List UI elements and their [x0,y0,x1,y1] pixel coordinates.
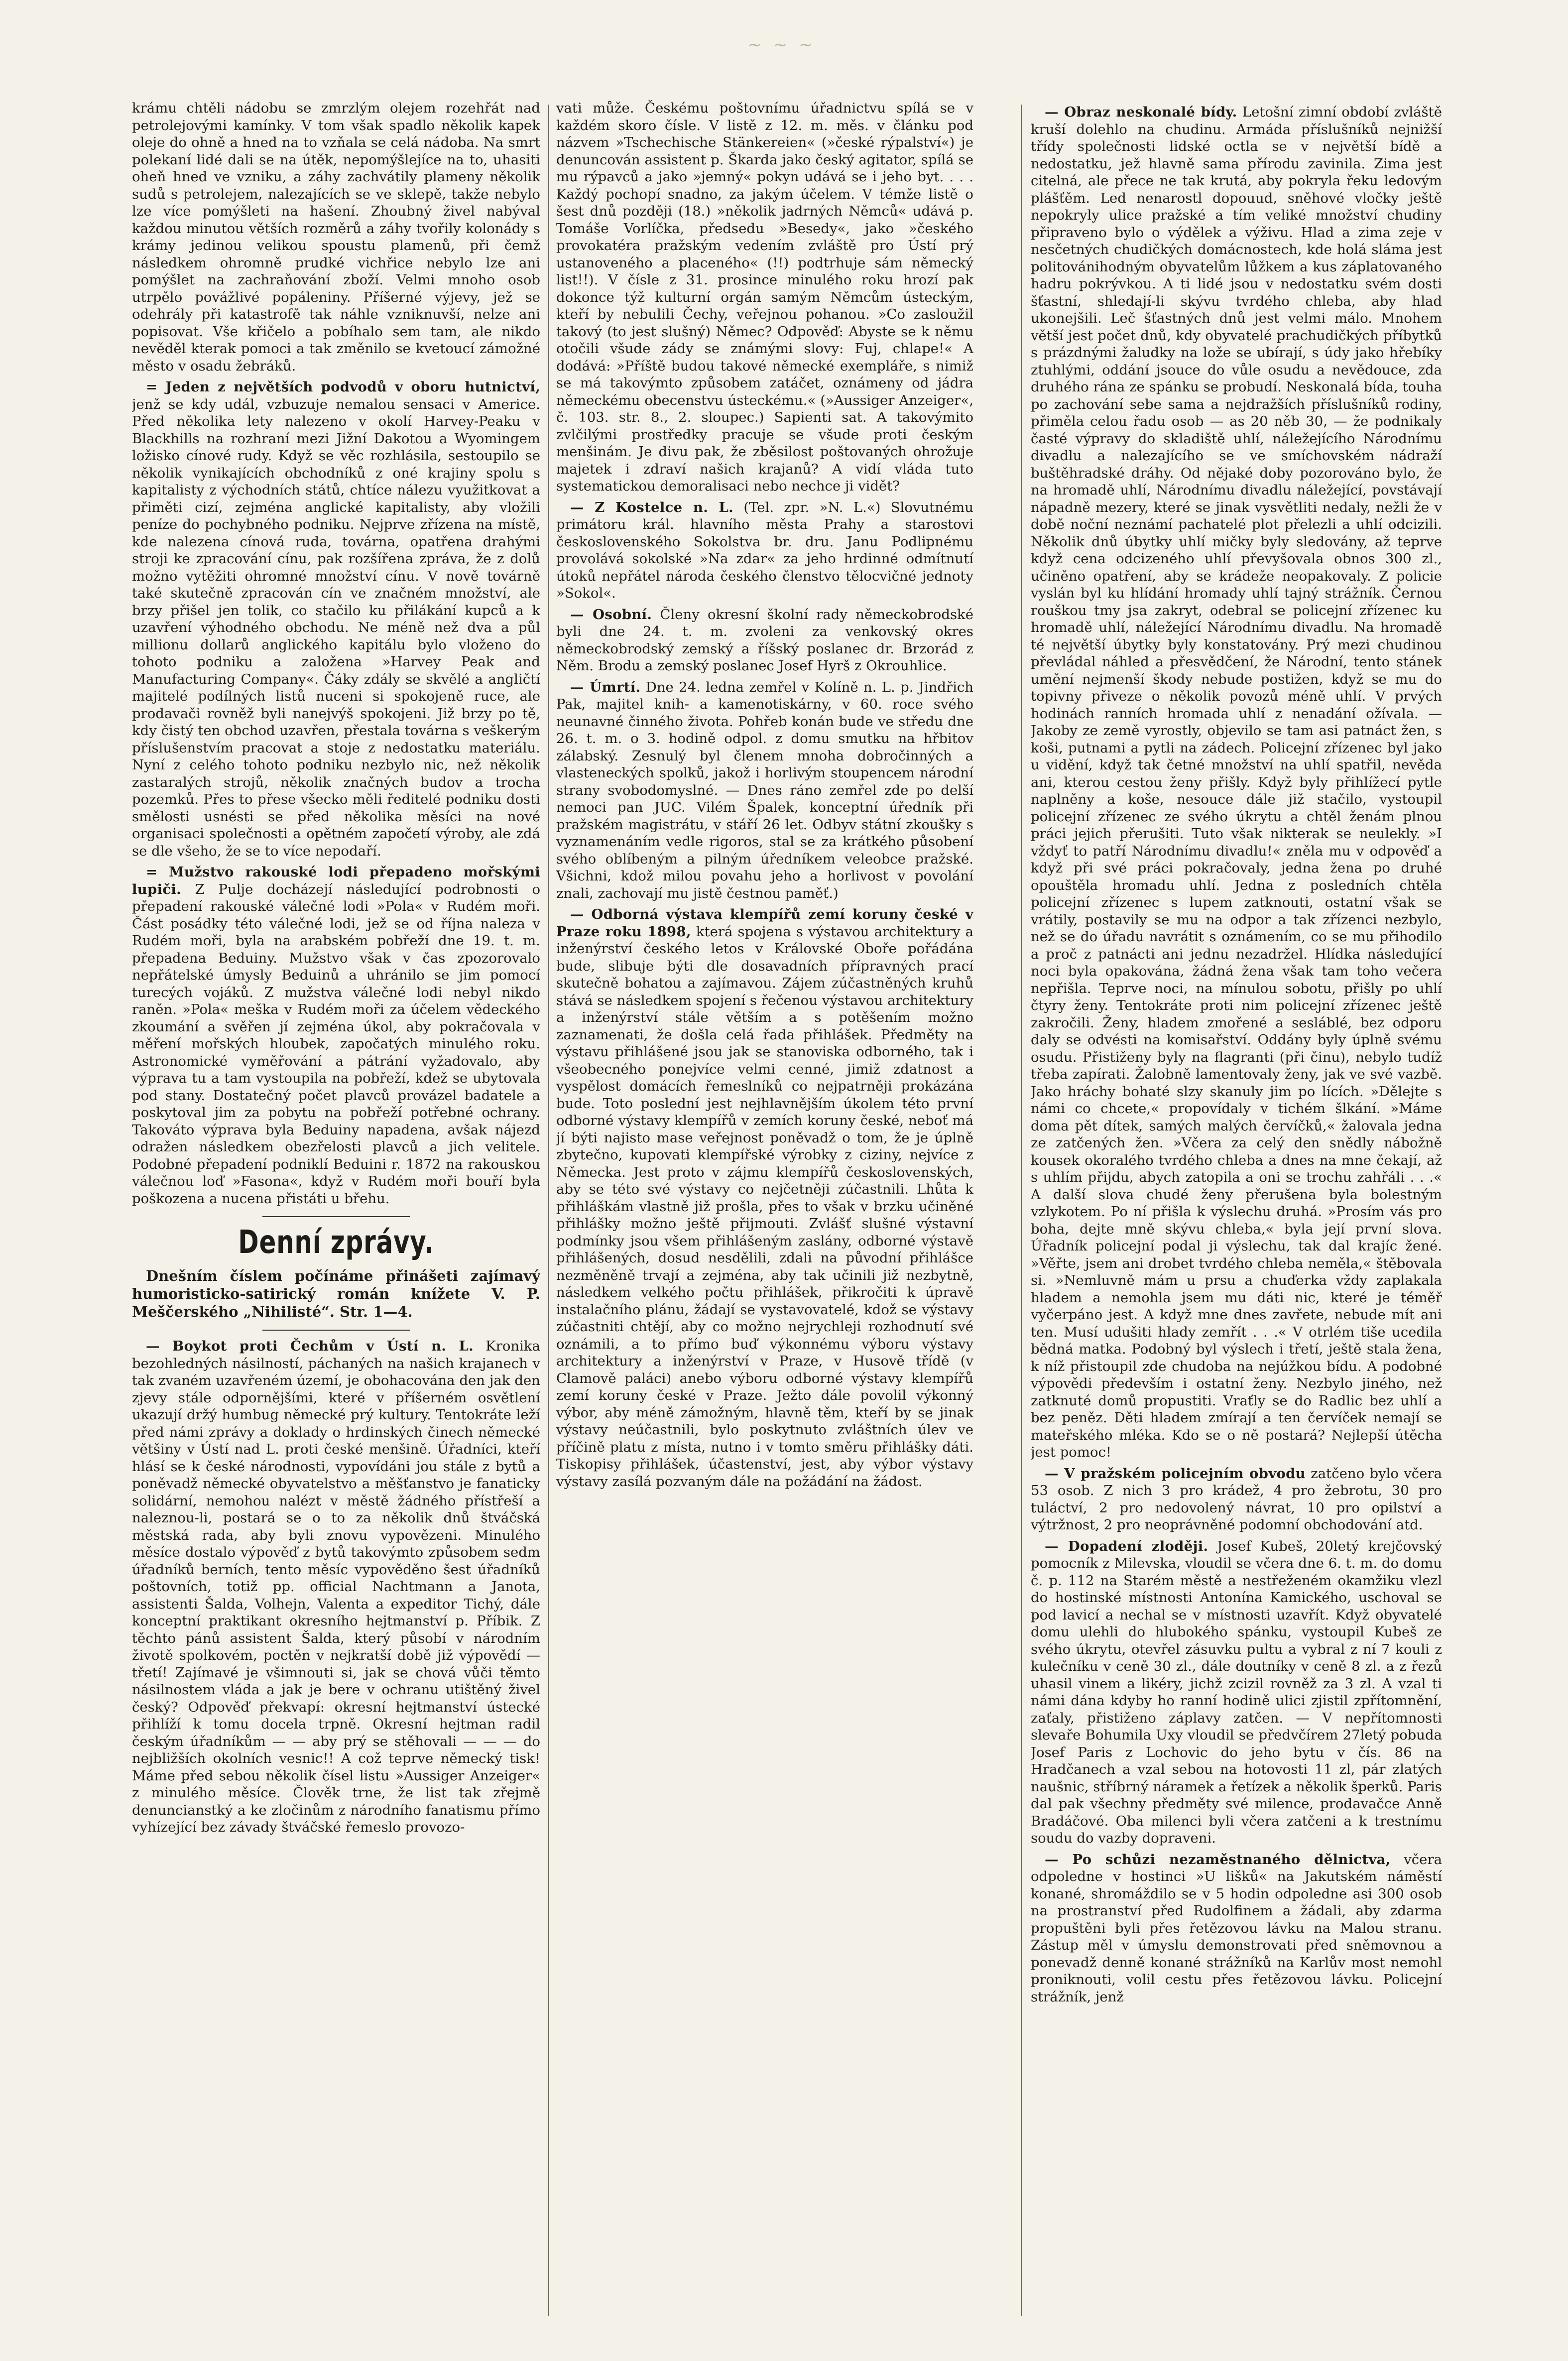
column-rule-2 [1021,105,1022,2316]
column-left [132,100,540,2341]
article-body: (Tel. zpr. »N. L.«) Slovutnému primátoru král. hlavního města Prahy a starostovi československého Sokolstva br. dru. Janu Podlipnému provolává sokolské »Na zdar« za jeho hrdinné odmítnutí útoků nepřátel národa českého členstvo tělocvičné jednoty »Sokol«. [556,499,973,601]
article-body: zatčeno bylo včera 53 osob. Z nich 3 pro krádež, 4 pro žebrotu, 30 pro tuláctví, 2 pro nedovolený návrat, 10 pro opilství a výtržnost, 2 pro neoprávněné podomní obchodování atd. [1031,1465,1442,1533]
article-thieves [1031,1538,1442,1847]
faded-header-mark: ~ ~ ~ [747,35,816,55]
article-body: která spojena s výstavou architektury a inženýrství českého letos v Královské Oboře pořádána bude, slibuje býti dle dosavadních přípravných prací skutečně bohatou a zajímavou. Zájem zúčastněných kruhů stává se následkem spojení s řečenou výstavou architektury a inženýrství stále větším a s potěšením možno zaznamenati, že došla celá řada přihlášek. Předměty na výstavu přihlášené jsou jak se stanoviska odborného, tak i všeobecného ponejvíce velmi cenné, jimiž zdatnost a vyspělost domácích řemeslníků co nejpatrněji prokázána bude. Toto poslední jest nejhlavnějším úkolem této první odborné výstavy klempířů v zemích koruny české, neboť má jí býti najisto mase veřejnost poněvadž o tom, že je úplně zbytečno, kupovati klempířské výrobky z ciziny, nejvíce z Německa. Jest proto v zájmu klempířů československých, aby se této své výstavy co nejčetněji zúčastnili. Lhůta k přihláškám vlastně již prošla, přes to však v brzku učiněné přihlášky možno ještě přijmouti. Zvlášť slušné výstavní podmínky jsou všem přihlášeným zaslány, odborné výstavě přihlášených, dosud nesdělili, zdali na původní přihlášce nezměněně trvají a zejména, aby tak učinili již nezbytně, následkem velkého počtu přihlášek, přikročiti k úpravě instalačního plánu, žádají se vystavovatelé, kdož se výstavy zúčastniti chtějí, aby co možno nejrychleji rozhodnutí své oznámili, a to přímo buď výkonnému výboru výstavy architektury a inženýrství v Praze, v Husově třídě (v Clamově paláci) anebo výboru odborné výstavy klempířů zemí koruny české v Praze. Ježto dále povolil výkonný výbor, aby méně zámožným, hlavně těm, kteří by se jinak výstavy neúčastnili, bylo poskytnuto zvláštních úlev ve příčině platu z místa, nutno i v tomto směru přihlášky dáti. Tiskopisy přihlášek, účastenství, jest, aby výbor výstavy výstavy zasílá pozvaným dále na požádání na žádost. [556,923,973,1490]
article-continuation-fire: krámu chtěli nádobu se zmrzlým olejem rozehřát nad petrolejovými kamínky. V tom však spadlo několik kapek oleje do ohně a hned na to vzňala se celá nádoba. Na smrt polekaní lidé dali se na útěk, nepomýšlejíce na to, uhasiti oheň hned ve vzniku, a záhy zachvátily plameny několik sudů s petrolejem, nalezajících se ve sklepě, takže nebylo lze více pomýšleti na hašení. Zhoubný živel nabýval každou minutou větších rozměrů a záhy tvořily kolonády s krámy jedinou velikou spoustu plamenů, při čemž následkem ohromně prudké vichřice nebylo lze ani pomýšlet na zachraňování zboží. Velmi mnoho osob utrpělo povážlivé popáleniny. Příšerné výjevy, jež se odehrály při katastrofě tak náhle vzniknuvší, nelze ani popisovat. Vše křičelo a pobíhalo sem tam, ale nikdo nevěděl kterak pomoci a tak změnilo se kvetoucí zámožné město v osadu žebráků. [132,100,540,374]
article-heading: — Boykot proti Čechům v Ústí n. L. [146,1338,474,1354]
article-body: Kronika bezohledných násilností, páchaných na našich krajanech v tak zvaném uzavřeném území, je obohacována den jak den zjevy stále odpornějšími, které v příšerném osvětlení ukazují držý humbug německé prý kultury. Tentokráte leží před námi zprávy a doklady o hrdinských činech německé většiny v Ústí nad L. proti české menšině. Úřadníci, kteří hlásí se k české národnosti, vypovídáni jou stále z bytů a poněvadž německé obyvatelstvo a měšťanstvo je fanaticky solidární, nemohou nalézt v městě žádného přístřeší a naleznou-li, postará se o to za několik dnů štváčská městská rada, aby byli znovu vypovězeni. Minulého měsíce dostalo výpověď z bytů takovýmto způsobem sedm úřadníků berních, tento měsíc vypověděno šest úřadníků poštovních, totiž pp. official Nachtmann a Janota, assistenti Šalda, Volhejn, Valenta a expeditor Tichý, dále konceptní praktikant okresního hejtmanství p. Příbik. Z těchto pánů assistent Šalda, který působí v národním životě spolkovém, poctěn v nejkratší době již výpovědí — třetí! Zajímavé je všimnouti si, jak se chová vůči těmto násilnostem vláda a jak je bere v ochranu utištěný živel český? Odpověď překvapí: okresní hejtmanství ústecké přihlíží k tomu docela trpně. Okresní hejtman radil českým úřadníkům — — aby prý se stěhovali — — — do nejbližších okolních vesnic!! A což teprve německý tisk! Máme před sebou několik čísel listu »Aussiger Anzeiger« z minulého měsíce. Člověk trne, že list tak zřejmě denuncianstký a ke zločinům z národního fanatismu přímo vyhízející bez závady štváčské řemeslo provozo- [132,1338,540,1835]
article-heading: = Jeden z největších podvodů v oboru hutnictví, [146,379,540,395]
article-personal [556,606,973,675]
article-tin-fraud [132,378,540,860]
article-body: Letošní zimní období zvláště kruší dolehlo na chudinu. Armáda příslušníků nejnižší třídy společnosti lidské octla se v největší bídě a nedostatku, jež hlavně sama přírodu zavinila. Zima jest citelná, ale přece ne tak krutá, aby pokryla řeku ledovým plášťěm. Led nenarostl dopouud, sněhové vločky ještě nepokryly ulice pražské a tím veliké množství chudiny připraveno bylo o výdělek a výživu. Hlad a zima zeje v nesčetných chudičkých domácnostech, kde holá sláma jest politovánihodným obyvatelům lůžkem a kus záplatovaného hadru pokrývkou. A ti lidé jsou v nedostatku svém dosti šťastní, shledají-li skývu tvrdého chleba, aby hlad ukonejšili. Leč šťastných dnů jest velmi málo. Mnohem větší jest počet dnů, kdy obyvatelé prachudičkých příbytků s prázdnými žaludky na lože se ubírají, s údy jako hřebíky ztuhlými, oddání jsouce do vůle osudu a nevědouce, zda druhého rána ze spánku se probudí. Neskonalá bída, touha po zachování sebe sama a nejdražších příslušníků rodiny, přiměla celou řadu osob — as 20 něb 30, — že podnikaly časté výpravy do skladiště uhlí, náležejícího Národnímu divadlu a nalezajícího se ve smíchovském nádraží buštěhradské dráhy. Od nějaké doby pozorováno bylo, že na hromadě uhlí, Národnímu divadlu náležející, povstávají nápadně mezery, které se jinak vysvětliti nedaly, nežli že v době noční neznámí pachatelé plot přelezli a uhlí odcizili. Několik dnů úbytky uhlí mičky byly sledovány, až teprve když cena odcizeného uhlí převyšovala obnos 300 zl., učiněno opatření, aby se krádeže neopakovaly. Z policie vyslán byl ku hlídání hromady uhlí tajný strážník. Černou rouškou tmy jsa zakryt, odebral se policejní zřízenec ku hromadě uhlí, náležející Národnímu divadlu. Na hromadě té největší úbytky byly konstatovány. Prý mezi chudinou převládal náhled a přesvědčení, že Národní, tento stánek umění nejmenší škody nebude postižen, když se mu do topivny přiveze o několik povozů méně uhlí. V prvých hodinách ranních hromada uhlí z nenadání ožívala. — Jakoby ze země vyrostly, objevilo se tam asi patnáct žen, s koši, putnami a pytli na zádech. Policejní zřízenec byl jako u vidění, když tak četné množství na uhlí spatřil, nevěda ani, kterou cestou ženy přišly. Když byly přihlížecí pytle naplněny a koše, nesouce dále již stačilo, vystoupil policejní zřízenec ze svého úkrytu a chtěl ženám plnou práci jejich přerušiti. Tuto však nikterak se neulekly. »I vždyť to patří Národnímu divadlu!« zněla mu v odpověď a když při své práci pokračovaly, jedna žena po druhé opouštěla hromadu uhlí. Jedna z posledních chtěla policejní zřízenec s lupem zatknouti, ostatní však se vrátily, postavily se mu na odpor a tak zřízenci nezbylo, než se do úřadu navrátit s oznámením, co se mu přihodilo a proč z patnácti ani jednu nezadržel. Hlídka následující noci byla opakována, žádná žena však tam toho večera nepřišla. Teprve noci, na mínulou sobotu, přišly po uhlí čtyry ženy. Tentokráte proti nim policejní zřízenec ještě zakročili. Ženy, hladem zmořené a sesláblé, bez odporu daly se odvésti na komisařství. Oddány byly úplně svému osudu. Přistiženy byly na flagranti (při činu), nebylo tudíž třeba zapírati. Žalobně lamentovaly ženy, jak ve své vazbě. Jako hráchy bohaté slzy skanuly jim po lících. »Dělejte s námi co chcete,« propovídaly v tichém šlkání. »Máme doma pět dítek, samých malých červíčků,« žalovala jedna ze zatčených žen. »Včera za celý den snědly nábožně kousek okoralého tvrdého chleba a dnes na mne čekají, až s uhlím přijdu, abych zatopila a oni se trochu zahřáli . . .« A další slova chudé ženy přerušena byla bolestným vzlykotem. Po ní přišla k výslechu druhá. »Prosím vás pro boha, dejte mně skývu chleba,« byla její první slova. Úřadník policejní podal ji výslechu, tak dal krajíc žené. »Věřte, jsem ani drobet tvrdého chleba neměla,« štěbovala si. »Nemluvně mám u prsu a chuďerka vždy zaplakala hladem a nemohla jsem mu dáti nic, které je téměř vyčerpáno jest. A když mne dnes zavřete, nebude mít ani ten. Musí udušiti hlady zemřít . . .« V otrlém tiše ucedila bědná matka. Podobný byl výslech i třetí, ještě stala žena, k níž přistoupil zde chudoba na nejúžkou bídu. A podobné výpovědi především i ostatní ženy. Nezbylo jiného, než zatknuté domů propustiti. Vraťly se do Radlic bez uhlí a bez peněz. Děti hladem zmírají a ten červíček nemají se mateřského mléka. Kdo se o ně postará? Nejlepší útěcha jest pomoc! [1031,104,1442,1460]
article-heading: — Z Kostelce n. L. [570,499,734,515]
article-continuation-boycott: vati může. Českému poštovnímu úřadnictvu spílá se v každém skoro čísle. V listě z 12. m. měs. v článku pod názvem »Tschechische Stänkereien« (»české rýpalství«) je denuncován assistent p. Škarda jako český agitator, spílá se mu rýpavců a jako »jemný« pokyn udává se i jeho byt. . . . Každý pochopí snadno, za jakým účelem. V témže listě o šest dnů později (18.) »několik jadrných Němců« udává p. Tomáše Vorlíčka, předsedu »Besedy«, jako »českého provokatéra pražským vedením zvláště pro Ústí prý ustanoveného a placeného« (!!) podtrhuje sám německý list!!). V čísle z 31. prosince minulého roku hrozí pak dokonce týž kulturní orgán samým Němcům ústeckým, kteří by nebulili Čechy, veřejnou pohanou. »Co zasloužil takový (to jest slušný) Němec? Odpověď: Abyste se k němu otočili všude zády se známými slovy: Fuj, chlape!« A dodává: »Příště budou takové německé exempláře, s nimiž se má takovýmto způsobem zatáčet, oznámeny od jádra německému obecenstvu ústeckému.« (»Aussiger Anzeiger«, č. 103. str. 8., 2. sloupec.) Sapienti sat. A takovýmito zvlčilými prostředky pracuje se všude proti českým menšinám. Je divu pak, že zběsilost poštovaných ohrožuje majetek i zdraví našich krajanů? A vidí vláda tuto systematickou demoralisaci nebo nechce ji vidět? [556,100,973,494]
article-body: Josef Kubeš, 20letý krejčovský pomocník z Milevska, vloudil se včera dne 6. t. m. do domu č. p. 112 na Starém městě a nestřeženém okamžiku vlezl do hostinské místnosti Antonína Kamického, uschoval se pod lavicí a nechal se v místnosti uzavřít. Když obyvatelé domu ulehli do hlubokého spánku, vystoupil Kubeš ze svého úkrytu, otevřel zásuvku pultu a vybral z ní 7 kouli z kulečníku v ceně 30 zl., dále doutníky v ceně 8 zl. a z řezů uhasil vinem a likéry, jichž zcizil rovněž za 3 zl. A vzal ti námi dána kdyby ho ranní hodině ulici zjistil zpřítomnění, zaťaly, přistiženo záplavy zatčen. — V nepřítomnosti slevaře Bohumila Uxy vloudil se předvčírem 27letý pobuda Josef Paris z Lochovic do jeho bytu v čís. 86 na Hradčanech a vzal sebou na hotovosti 11 zl, pár zlatých naušnic, stříbrný náramek a řetízek a několik šperků. Paris dal pak všechny předměty své milence, prodavačce Anně Bradáčové. Oba milenci byli včera zatčeni a k trestnímu soudu do vazby dopraveni. [1031,1538,1442,1846]
article-body: Z Pulje docházejí následující podrobnosti o přepadení rakouské válečné lodi »Pola« v Rudém moři. Část posádky této válečné lodi, jež se od října naleza v Rudém moři, byla na arabském pobřeží dne 19. t. m. přepadena Beduiny. Mužstvo však v čas zpozorovalo nepřátelské úmysly Beduinů a uhránilo se jim pomocí turecých vojáků. Z mužstva válečné lodi nebyl nikdo raněn. »Pola« meška v Rudém moři za účelem vědeckého zkoumání a svěřen jí zejména úkol, aby pokračovala v měření mořských hloubek, započatých minulého roku. Astronomické vyměřování a pátrání vyžadovalo, aby výprava tu a tam vystoupila na pobřeží, kdež se ubytovala pod stany. Dostatečný počet plavců provázel badatele a poskytoval jim za pobytu na pobřeží potřebné ochrany. Takováto výprava byla Beduiny napadena, avšak nájezd odražen následkem obezřelosti plavců a jich velitele. Podobné přepadení podniklí Beduini r. 1872 na rakouskou válečnou loď »Fasona«, když v Rudém moři bouří byla poškozena a nucena přistáti u břehu. [132,881,540,1207]
article-heading: — Po schůzi nezaměstnaného dělnictva, [1045,1851,1391,1867]
article-body: včera odpoledne v hostinci »U lišků« na Jakutském náměstí konané, shromáždilo se v 5 hodin odpoledne asi 300 osob na prostranství před Rudolfinem a žádali, aby zdarma propuštěni byli přes řetězovou lávku na Malou stranu. Zástup měl v úmyslu demonstrovati před sněmovnou a ponevadž denně konané strážníků na Karlův most nemohl proniknouti, volil cestu přes řetězovou lávku. Policejní strážník, jenž [1031,1851,1442,2005]
article-heading: — V pražském policejním obvodu [1045,1465,1306,1482]
article-boycott [132,1338,540,1836]
section-title: Denní zprávy. [238,1224,434,1261]
article-police-district [1031,1465,1442,1534]
article-heading: = Mužstvo rakouské lodi přepadeno mořskými lupiči. [132,864,540,897]
article-exhibition [556,906,973,1490]
article-heading: — Obraz neskonalé bídy. [1045,104,1237,120]
section-divider [262,1330,409,1331]
novel-announcement: Dnešním číslem počínáme přinášeti zajímavý humoristicko-satirický román knížete V. P. Meščerského „Nihilisté“. Str. 1—4. [132,1267,540,1320]
column-middle [556,100,973,2341]
article-deaths [556,679,973,902]
article-misery [1031,104,1442,1461]
article-pirates [132,864,540,1207]
article-heading: — Odborná výstava klempířů zemí koruny české v Praze roku 1898, [556,906,973,940]
article-heading: — Dopadení zloději. [1045,1538,1208,1554]
column-rule-1 [548,105,549,2316]
article-body: Členy okresní školní rady německobrodské byli dne 24. t. m. zvoleni za venkovský okres německobrodský zemský a říšský poslanec dr. Brzorád z Něm. Brodu a zemský poslanec Josef Hyrš z Okrouhlice. [556,606,973,674]
section-divider [262,1216,409,1217]
column-right [1031,100,1442,2341]
article-body: jenž se kdy udál, vzbuzuje nemalou sensaci v Americe. Před několika lety nalezeno v okolí Harvey-Peaku v Blackhills na rozhraní mezi Jižní Dakotou a Wyomingem ložisko cínové rudy. Když se věc rozhlásila, sestoupilo se několik vynikajících obchodníků z oné krajiny spolu s kapitalisty z východních států, chtíce nálezu využitkovat a přiměti cizí, zejména anglické kapitalisty, aby vložili peníze do pochybného podniku. Nejprve zřízena na místě, kde nalezena cínová ruda, továrna, opatřena drahými stroji ke zpracování cínu, pak rozšířena zpráva, že z dolů možno vytěžiti ohromné množství cínu. V nově továrně také skutečně zpracován cín ve značném množství, ale brzy přišel jen tolik, co stačilo ku přilákání kupců a k uzavření výhodného obchodu. Ne méně než dva a půl millionu dollarů anglického kapitálu bylo vloženo do tohoto podniku a založena »Harvey Peak and Manufacturing Company«. Čáky zdály se skvělé a angličtí majitelé podílných listů nuceni si spokojeně ruce, ale prodavači rovněž byli nanejvýš spokojeni. Již brzy po tě, kdy čistý ten obchod uzavřen, přestala továrna s veškerým příslušenstvím pracovat a stoje z nedostatku materiálu. Nyní z celého tohoto podniku nezbylo nic, než několik zastaralých strojů, několik značných budov a trocha pozemků. Přes to přese všecko měli ředitelé podniku dosti smělosti usnésti se před několika měsíci na nové organisaci společnosti a opětném započetí výroby, ale zdá se dle všeho, že se to více nepodaří. [132,396,540,859]
article-body: Dne 24. ledna zemřel v Kolíně n. L. p. Jindřich Pak, majitel knih- a kamenotiskárny, v 60. roce svého neunavné činného života. Pohřeb konán bude ve středu dne 26. t. m. o 3. hodině odpol. z domu smutku na hřbitov zálabský. Zesnulý byl členem mnoha dobročinných a vlasteneckých spolků, jakož i horlivým stoupencem národní strany svobodomyslné. — Dnes ráno zemřel zde po delší nemoci pan JUC. Vilém Špalek, konceptní úředník při pražském magistrátu, v stáří 26 let. Odbyv státní zkoušky s vyznamenáním vedle rigoros, stal se za krátkého působení svého oblíbeným a pilným úředníkem veleobce pražské. Všichni, kdož milou povahu jeho a horlivost v povolání znali, zachovají mu jistě čestnou paměť.) [556,679,973,901]
article-unemployed [1031,1851,1442,2006]
article-heading: — Osobní. [570,606,652,622]
article-kostelec [556,499,973,602]
article-heading: — Úmrtí. [570,679,641,695]
